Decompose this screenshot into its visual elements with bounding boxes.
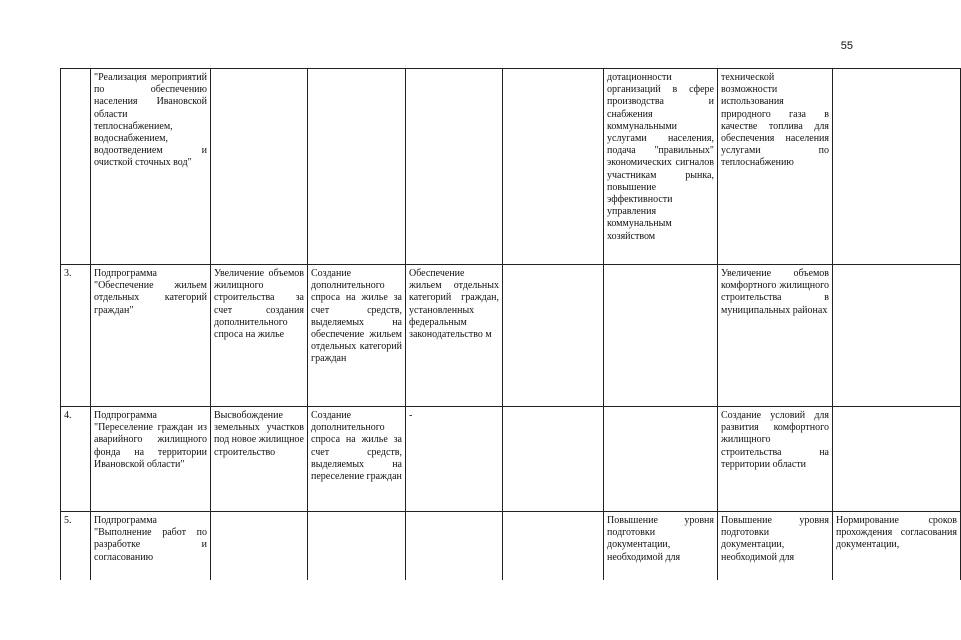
table-cell — [503, 69, 604, 265]
table-cell: технической возможности использования природного газа в качестве топлива для обеспечения населения услугами по теплоснабжению — [718, 69, 833, 265]
table-cell — [308, 69, 406, 265]
row-number-cell — [61, 69, 91, 265]
table-cell — [406, 69, 503, 265]
row-number-cell: 3. — [61, 265, 91, 407]
table-row — [61, 512, 961, 581]
table-cell — [211, 512, 308, 581]
table-row — [61, 407, 961, 512]
table-cell — [211, 69, 308, 265]
table-cell — [503, 512, 604, 581]
row-number-cell: 4. — [61, 407, 91, 512]
table-cell — [604, 265, 718, 407]
document-table — [60, 68, 961, 580]
table-row — [61, 69, 961, 265]
table-cell — [503, 407, 604, 512]
table-cell: Высвобождение земельных участков под новое жилищное строительство — [211, 407, 308, 512]
table-cell: дотационности организаций в сфере производства и снабжения коммунальными услугами населения, подача "правильных" экономических сигналов участникам рынка, повышение эффективности управления коммунальным хозяйством — [604, 69, 718, 265]
table-cell — [604, 407, 718, 512]
table-cell — [503, 265, 604, 407]
table-cell: Создание дополнительного спроса на жилье за счет средств, выделяемых на переселение граждан — [308, 407, 406, 512]
table-row — [61, 265, 961, 407]
table-cell — [308, 512, 406, 581]
row-number-cell: 5. — [61, 512, 91, 581]
table-body — [61, 69, 961, 581]
subprogram-cell: "Реализация мероприятий по обеспечению населения Ивановской области теплоснабжением, водоснабжением, водоотведением и очисткой сточных вод" — [91, 69, 211, 265]
subprogram-cell: Подпрограмма "Выполнение работ по разработке и согласованию — [91, 512, 211, 581]
table-cell: Нормирование сроков прохождения согласования документации, — [833, 512, 961, 581]
table-cell: Обеспечение жильем отдельных категорий граждан, установленных федеральным законодательство м — [406, 265, 503, 407]
table-cell — [833, 407, 961, 512]
subprogram-cell: Подпрограмма "Обеспечение жильем отдельных категорий граждан" — [91, 265, 211, 407]
table-cell: Создание условий для развития комфортного жилищного строительства на территории области — [718, 407, 833, 512]
table-cell — [406, 512, 503, 581]
table-cell — [833, 265, 961, 407]
table-cell: Увеличение объемов комфортного жилищного строительства в муниципальных районах — [718, 265, 833, 407]
page-number: 55 — [840, 40, 853, 52]
table-cell: Создание дополнительного спроса на жилье за счет средств, выделяемых на обеспечение жильем отдельных категорий граждан — [308, 265, 406, 407]
subprogram-cell: Подпрограмма "Переселение граждан из аварийного жилищного фонда на территории Ивановской области" — [91, 407, 211, 512]
table-cell: - — [406, 407, 503, 512]
table-cell: Повышение уровня подготовки документации, необходимой для — [718, 512, 833, 581]
table-cell: Повышение уровня подготовки документации, необходимой для — [604, 512, 718, 581]
table-cell: Увеличение объемов жилищного строительства за счет создания дополнительного спроса на жилье — [211, 265, 308, 407]
table-cell — [833, 69, 961, 265]
